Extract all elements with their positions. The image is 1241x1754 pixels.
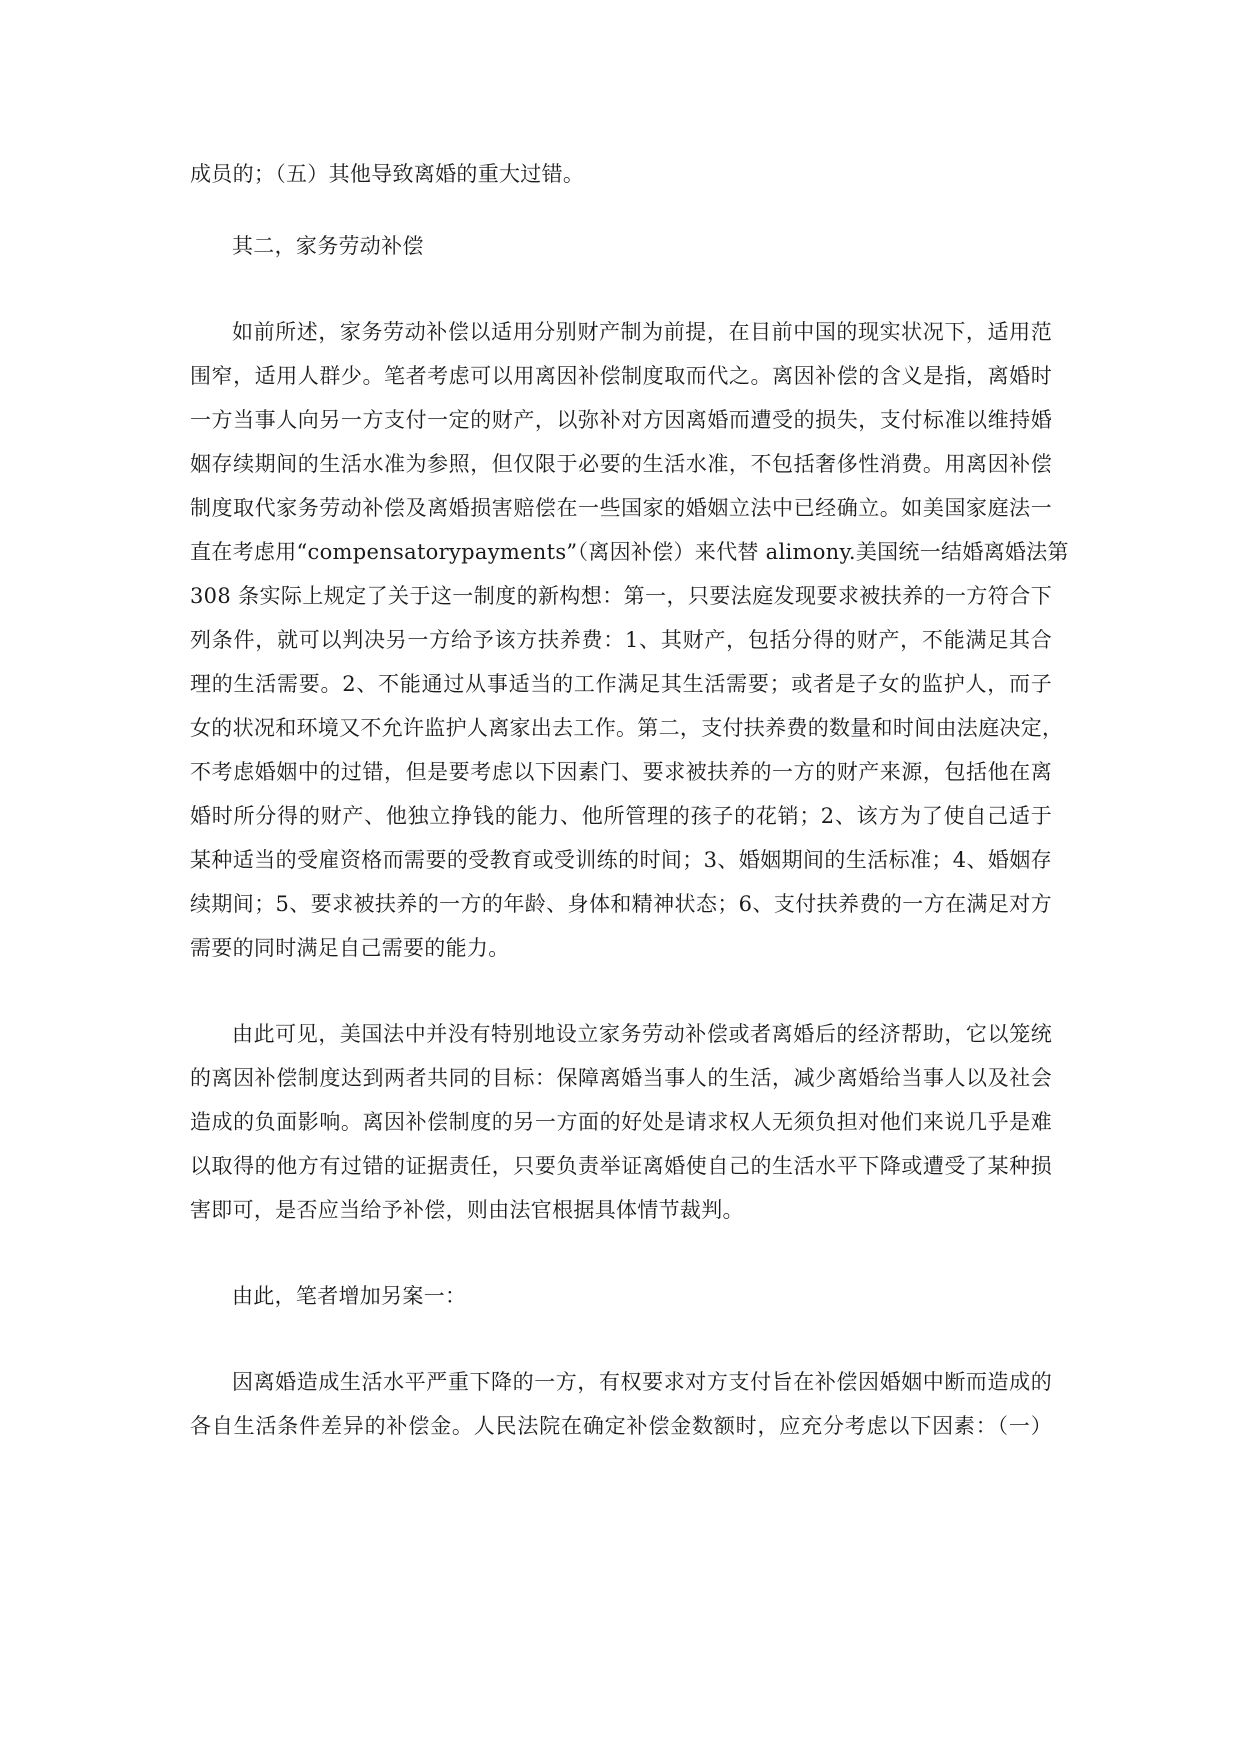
text-line: 某种适当的受雇资格而需要的受教育或受训练的时间；3、婚姻期间的生活标准；4、婚姻存 (190, 848, 1052, 872)
text-line: 各自生活条件差异的补偿金。人民法院在确定补偿金数额时，应充分考虑以下因素：（一） (190, 1414, 1052, 1438)
text-line: 不考虑婚姻中的过错，但是要考虑以下因素门、要求被扶养的一方的财产来源，包括他在离 (190, 760, 1052, 784)
text-line: 理的生活需要。2、不能通过从事适当的工作满足其生活需要；或者是子女的监护人，而子 (190, 672, 1052, 696)
text-line: 的离因补偿制度达到两者共同的目标：保障离婚当事人的生活，减少离婚给当事人以及社会 (190, 1066, 1052, 1090)
text-line: 围窄，适用人群少。笔者考虑可以用离因补偿制度取而代之。离因补偿的含义是指，离婚时 (190, 364, 1052, 388)
text-line: 由此可见，美国法中并没有特别地设立家务劳动补偿或者离婚后的经济帮助，它以笼统 (232, 1022, 1052, 1046)
text-line: 女的状况和环境又不允许监护人离家出去工作。第二，支付扶养费的数量和时间由法庭决定， (190, 716, 1064, 740)
text-line: 造成的负面影响。离因补偿制度的另一方面的好处是请求权人无须负担对他们来说几乎是难 (190, 1110, 1052, 1134)
text-line: 一方当事人向另一方支付一定的财产，以弥补对方因离婚而遭受的损失，支付标准以维持婚 (190, 408, 1052, 432)
text-line: 害即可，是否应当给予补偿，则由法官根据具体情节裁判。 (190, 1198, 744, 1222)
text-line: 制度取代家务劳动补偿及离婚损害赔偿在一些国家的婚姻立法中已经确立。如美国家庭法一 (190, 496, 1052, 520)
text-line: 由此，笔者增加另案一： (232, 1284, 467, 1308)
text-line: 婚时所分得的财产、他独立挣钱的能力、他所管理的孩子的花销；2、该方为了使自己适于 (190, 804, 1052, 828)
text-line: 需要的同时满足自己需要的能力。 (190, 936, 510, 960)
text-line: 成员的；（五）其他导致离婚的重大过错。 (190, 162, 585, 186)
section-heading: 其二，家务劳动补偿 (232, 234, 424, 258)
text-line: 以取得的他方有过错的证据责任，只要负责举证离婚使自己的生活水平下降或遭受了某种损 (190, 1154, 1052, 1178)
text-line: 姻存续期间的生活水准为参照，但仅限于必要的生活水准，不包括奢侈性消费。用离因补偿 (190, 452, 1052, 476)
text-line: 如前所述，家务劳动补偿以适用分别财产制为前提，在目前中国的现实状况下，适用范 (232, 320, 1052, 344)
text-line: 因离婚造成生活水平严重下降的一方，有权要求对方支付旨在补偿因婚姻中断而造成的 (232, 1370, 1052, 1394)
text-line: 直在考虑用“compensatorypayments”（离因补偿）来代替 alimony.美国统一结婚离婚法第 (190, 540, 1069, 564)
text-line: 续期间；5、要求被扶养的一方的年龄、身体和精神状态；6、支付扶养费的一方在满足对方 (190, 892, 1052, 916)
text-line: 列条件，就可以判决另一方给予该方扶养费：1、其财产，包括分得的财产，不能满足其合 (190, 628, 1052, 652)
text-line: 308 条实际上规定了关于这一制度的新构想：第一，只要法庭发现要求被扶养的一方符合下 (190, 584, 1052, 608)
